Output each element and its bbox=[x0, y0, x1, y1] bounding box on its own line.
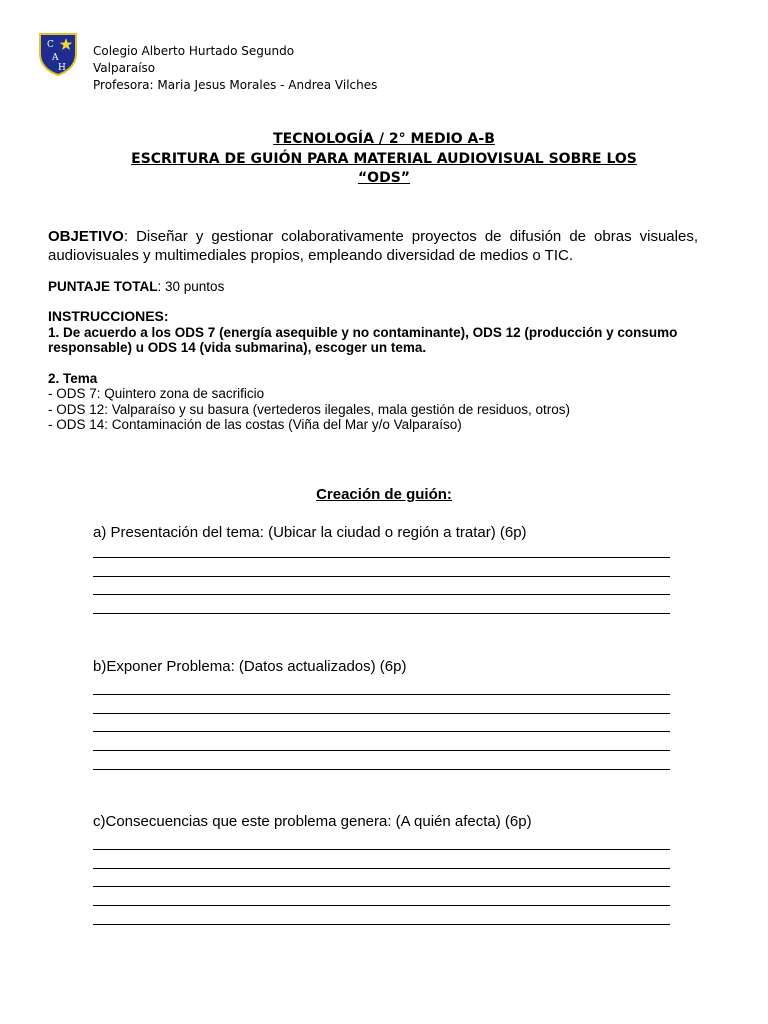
crest-letter-h: H bbox=[58, 63, 66, 73]
objective-label: OBJETIVO bbox=[48, 228, 124, 245]
school-crest-icon bbox=[38, 32, 78, 76]
objective-text: : Diseñar y gestionar colaborativamente proyectos de difusión de obras visuales, audiovisuales y multimediales propios, empleando diversidad de medios o TIC. bbox=[48, 228, 698, 264]
answer-line[interactable] bbox=[93, 713, 670, 714]
document-title bbox=[60, 130, 708, 189]
topic-item-ods14: - ODS 14: Contaminación de las costas (Viña del Mar y/o Valparaíso) bbox=[48, 416, 462, 432]
answer-line[interactable] bbox=[93, 769, 670, 770]
question-c: c)Consecuencias que este problema genera: (A quién afecta) (6p) bbox=[93, 813, 532, 830]
school-city: Valparaíso bbox=[93, 60, 156, 75]
script-creation-heading: Creación de guión: bbox=[316, 486, 452, 503]
answer-line[interactable] bbox=[93, 886, 670, 887]
title-line-2: ESCRITURA DE GUIÓN PARA MATERIAL AUDIOVISUAL SOBRE LOS bbox=[131, 150, 637, 167]
question-a: a) Presentación del tema: (Ubicar la ciudad o región a tratar) (6p) bbox=[93, 524, 527, 541]
title-line-3: “ODS” bbox=[357, 170, 410, 186]
answer-line[interactable] bbox=[93, 849, 670, 850]
answer-line[interactable] bbox=[93, 731, 670, 732]
topic-item-ods7: - ODS 7: Quintero zona de sacrificio bbox=[48, 386, 265, 402]
answer-line[interactable] bbox=[93, 694, 670, 695]
teachers-line: Profesora: Maria Jesus Morales - Andrea Vilches bbox=[93, 77, 378, 92]
school-name: Colegio Alberto Hurtado Segundo bbox=[93, 44, 295, 58]
answer-line[interactable] bbox=[93, 905, 670, 906]
topic-heading: 2. Tema bbox=[48, 371, 98, 386]
answer-lines-a[interactable] bbox=[93, 557, 670, 632]
total-score-label: PUNTAJE TOTAL bbox=[48, 279, 158, 294]
instruction-item-1: 1. De acuerdo a los ODS 7 (energía asequible y no contaminante), ODS 12 (producción y consumo responsable) u ODS 14 (vida submarina), escoger un tema. bbox=[48, 324, 678, 355]
crest-letter-a: A bbox=[52, 53, 59, 63]
topic-section bbox=[48, 371, 570, 432]
title-line-1: TECNOLOGÍA / 2° MEDIO A-B bbox=[273, 131, 495, 147]
instructions-section bbox=[48, 309, 698, 356]
answer-lines-b[interactable] bbox=[93, 694, 670, 787]
instructions-heading: INSTRUCCIONES: bbox=[48, 308, 169, 324]
objective-paragraph bbox=[48, 228, 698, 265]
answer-line[interactable] bbox=[93, 576, 670, 577]
answer-line[interactable] bbox=[93, 924, 670, 925]
answer-line[interactable] bbox=[93, 594, 670, 595]
answer-line[interactable] bbox=[93, 750, 670, 751]
answer-line[interactable] bbox=[93, 613, 670, 614]
question-b: b)Exponer Problema: (Datos actualizados) (6p) bbox=[93, 658, 407, 675]
answer-lines-c[interactable] bbox=[93, 849, 670, 942]
crest-letter-c: C bbox=[47, 40, 54, 50]
answer-line[interactable] bbox=[93, 868, 670, 869]
total-score bbox=[48, 278, 224, 295]
answer-line[interactable] bbox=[93, 557, 670, 558]
topic-item-ods12: - ODS 12: Valparaíso y su basura (vertederos ilegales, mala gestión de residuos, otros) bbox=[48, 401, 571, 417]
total-score-value: : 30 puntos bbox=[157, 279, 225, 294]
school-info bbox=[93, 43, 377, 93]
